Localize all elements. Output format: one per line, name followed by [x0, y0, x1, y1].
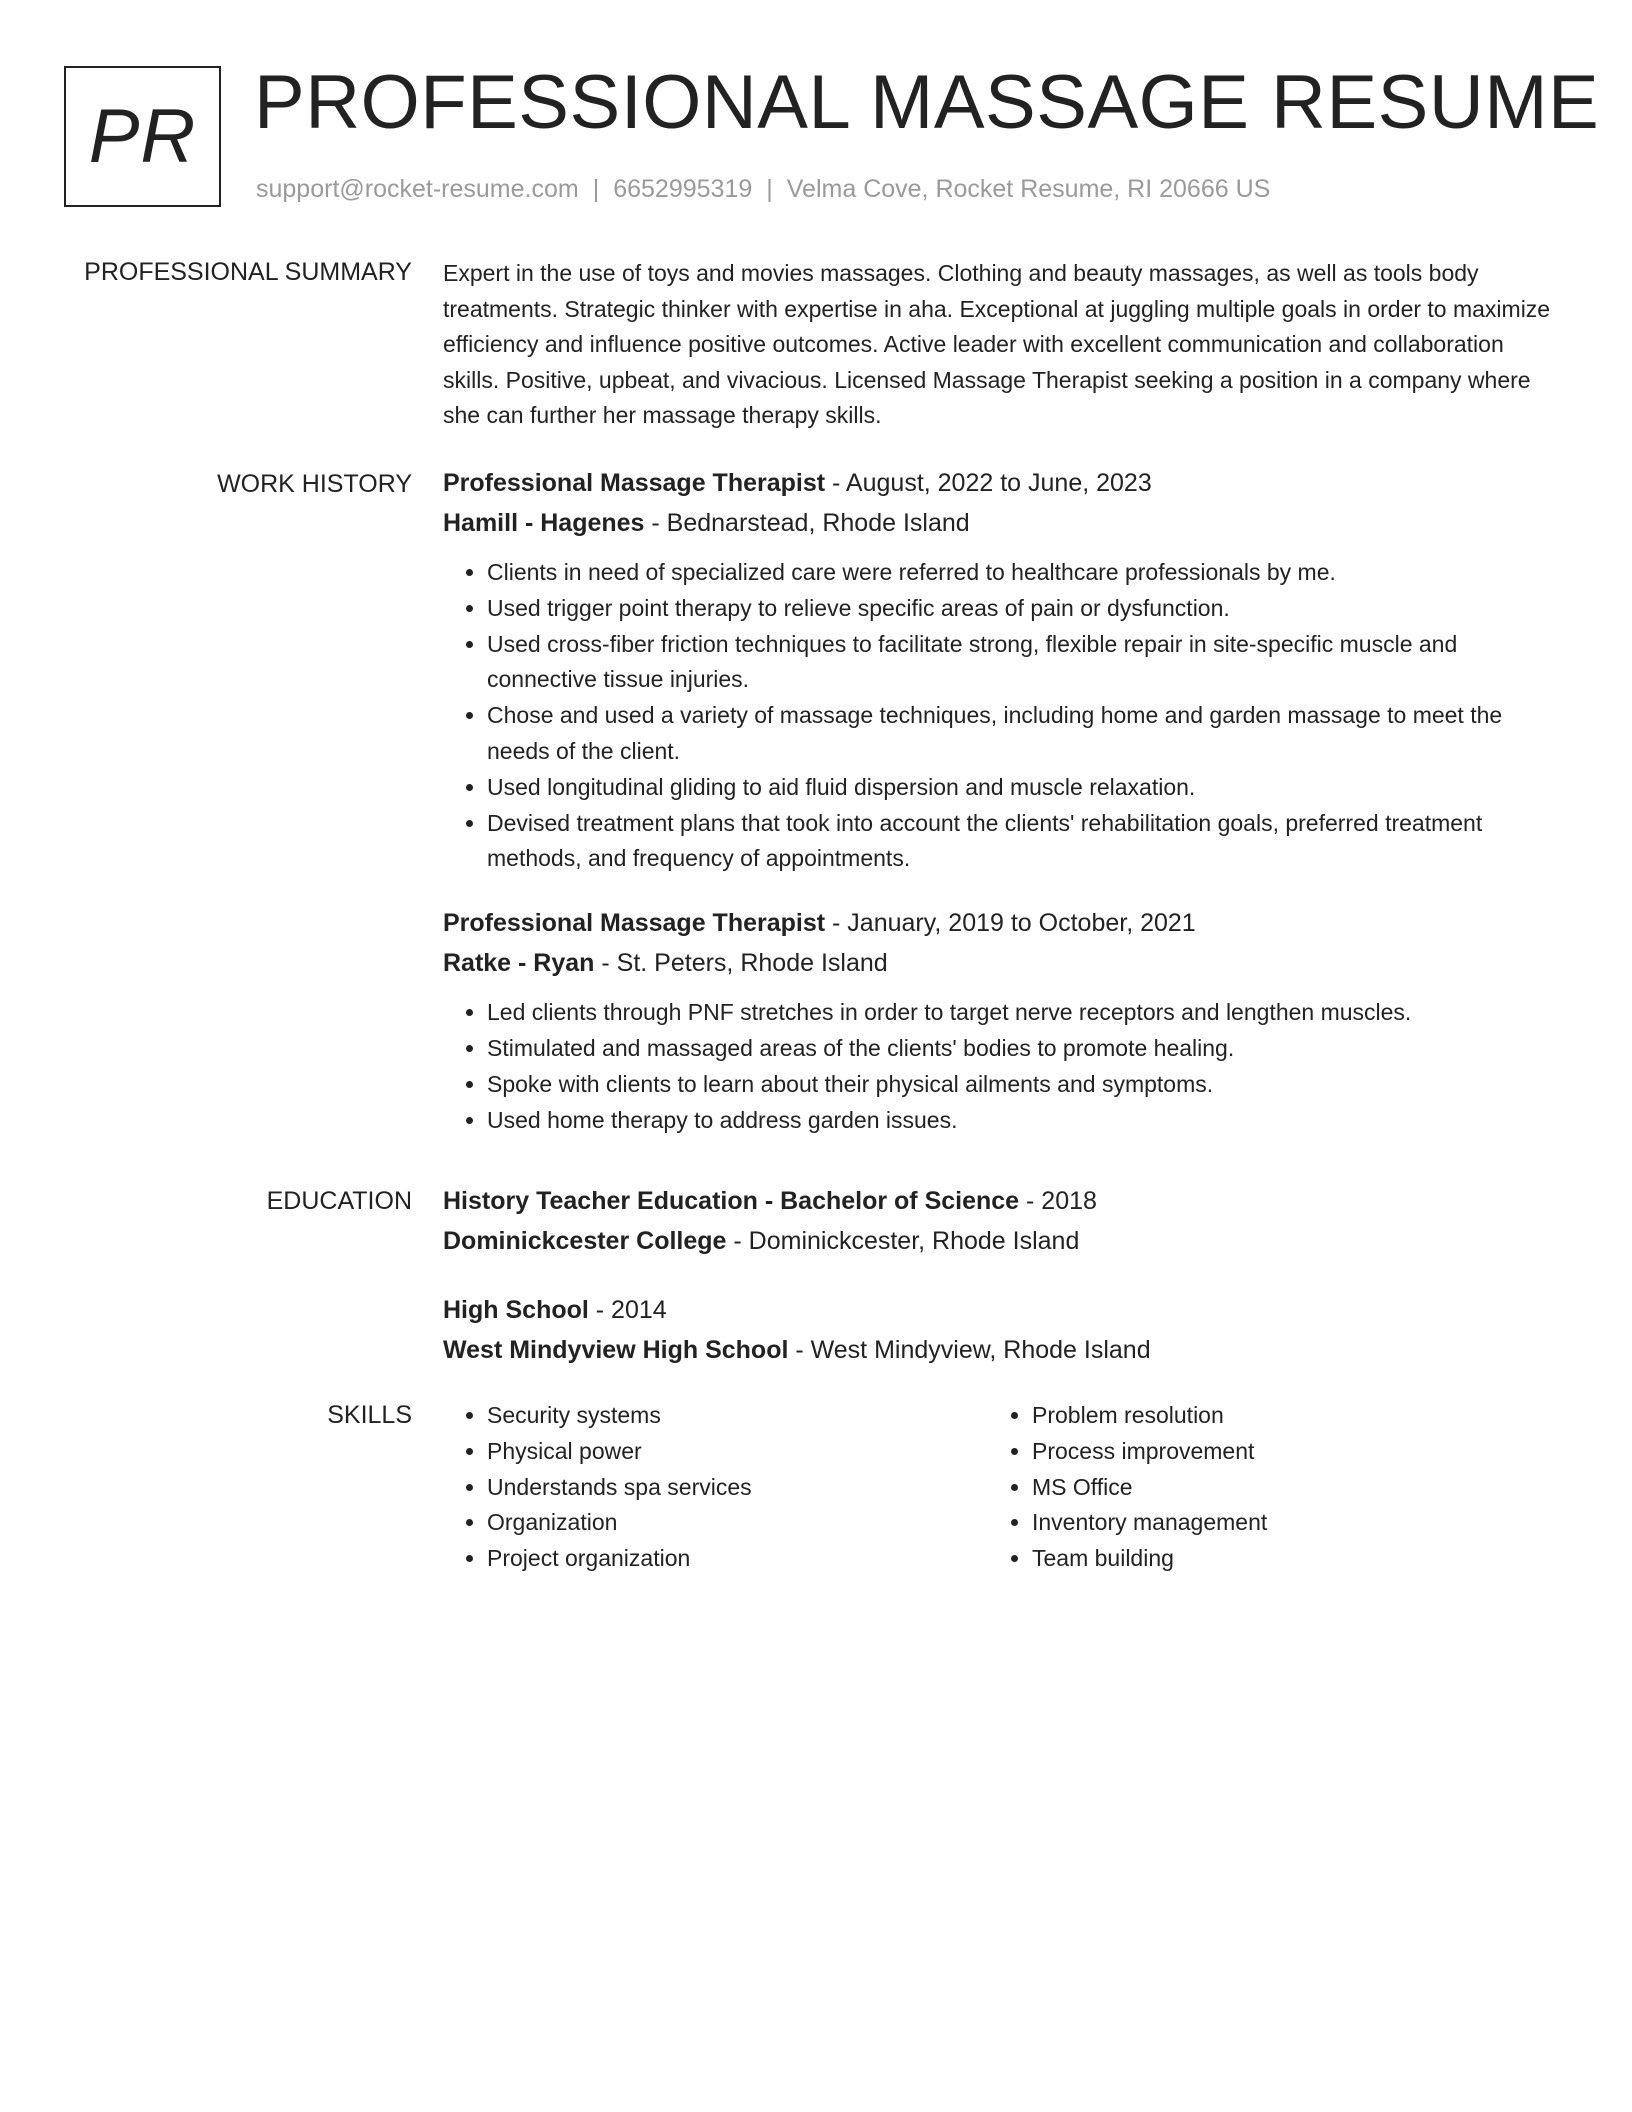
contact-phone[interactable]: 6652995319: [613, 175, 753, 203]
job-entry: [443, 903, 1551, 1138]
job-bullets: [443, 995, 1551, 1138]
degree: High School: [443, 1296, 589, 1324]
list-item: • Organization: [487, 1505, 988, 1541]
job-title-line: [443, 463, 1551, 503]
skills-columns: [443, 1398, 1551, 1577]
school-location: - West Mindyview, Rhode Island: [788, 1336, 1151, 1364]
skills-column-left: [443, 1398, 988, 1577]
list-item: • Used longitudinal gliding to aid fluid dispersion and muscle relaxation.: [487, 770, 1551, 806]
list-item: • Led clients through PNF stretches in order to target nerve receptors and lengthen muscles.: [487, 995, 1551, 1031]
job-dates: - January, 2019 to October, 2021: [825, 909, 1196, 938]
skills-column-right: [988, 1398, 1533, 1577]
summary-body: [443, 256, 1551, 434]
list-item: • Spoke with clients to learn about their physical ailments and symptoms.: [487, 1067, 1551, 1103]
job-location: - St. Peters, Rhode Island: [594, 949, 888, 978]
degree-line: [443, 1181, 1551, 1221]
education-entry: [443, 1290, 1551, 1370]
degree-year: - 2018: [1019, 1187, 1097, 1215]
list-item: • Used cross-fiber friction techniques to facilitate strong, flexible repair in site-specific muscle and connective tissue injuries.: [487, 627, 1551, 699]
degree: History Teacher Education - Bachelor of Science: [443, 1187, 1020, 1215]
degree-year: - 2014: [588, 1296, 667, 1324]
job-title: Professional Massage Therapist: [443, 469, 826, 497]
summary-heading: PROFESSIONAL SUMMARY: [84, 258, 412, 286]
school: Dominickcester College: [443, 1227, 727, 1255]
resume-title: PROFESSIONAL MASSAGE RESUME: [254, 60, 1600, 145]
education-entry: [443, 1181, 1551, 1261]
list-item: • Problem resolution: [1032, 1398, 1533, 1434]
list-item: • Project organization: [487, 1541, 988, 1577]
education-body: [443, 1181, 1551, 1370]
list-item: • Chose and used a variety of massage techniques, including home and garden massage to meet the needs of the client.: [487, 698, 1551, 770]
job-title: Professional Massage Therapist: [443, 909, 826, 938]
list-item: • Used trigger point therapy to relieve specific areas of pain or dysfunction.: [487, 591, 1551, 627]
contact-separator: |: [592, 175, 600, 203]
list-item: • Inventory management: [1032, 1505, 1533, 1541]
job-dates: - August, 2022 to June, 2023: [825, 469, 1152, 497]
contact-line: [256, 174, 1270, 204]
school-location: - Dominickcester, Rhode Island: [726, 1227, 1080, 1255]
work-history-heading: WORK HISTORY: [217, 470, 412, 498]
monogram-logo: PR: [64, 66, 221, 207]
list-item: • Team building: [1032, 1541, 1533, 1577]
work-history-body: [443, 463, 1551, 1138]
skills-list: [988, 1398, 1533, 1577]
skills-list: [443, 1398, 988, 1577]
school-line: [443, 1330, 1551, 1370]
job-company: Hamill - Hagenes: [443, 509, 645, 537]
list-item: • Devised treatment plans that took into account the clients' rehabilitation goals, preferred treatment methods, and frequency of appointments.: [487, 806, 1551, 878]
job-title-line: [443, 903, 1551, 943]
job-company-line: [443, 943, 1551, 983]
skills-body: [443, 1398, 1551, 1577]
list-item: • Understands spa services: [487, 1470, 988, 1506]
job-company-line: [443, 503, 1551, 543]
summary-text: Expert in the use of toys and movies massages. Clothing and beauty massages, as well as tools body treatments. Strategic thinker with expertise in aha. Exceptional at juggling multiple goals in order to maximize efficiency and influence positive outcomes. Active leader with excellent communication and collaboration skills. Positive, upbeat, and vivacious. Licensed Massage Therapist seeking a position in a company where she can further her massage therapy skills.: [443, 260, 1551, 429]
list-item: • Stimulated and massaged areas of the clients' bodies to promote healing.: [487, 1031, 1551, 1067]
education-heading: EDUCATION: [266, 1187, 412, 1215]
list-item: • MS Office: [1032, 1470, 1533, 1506]
contact-email[interactable]: support@rocket-resume.com: [256, 175, 579, 203]
school-line: [443, 1221, 1551, 1261]
skills-heading: SKILLS: [327, 1401, 412, 1429]
job-entry: [443, 463, 1551, 877]
list-item: • Security systems: [487, 1398, 988, 1434]
list-item: • Physical power: [487, 1434, 988, 1470]
job-location: - Bednarstead, Rhode Island: [644, 509, 970, 537]
degree-line: [443, 1290, 1551, 1330]
list-item: • Process improvement: [1032, 1434, 1533, 1470]
contact-address: Velma Cove, Rocket Resume, RI 20666 US: [786, 175, 1271, 203]
list-item: • Used home therapy to address garden issues.: [487, 1103, 1551, 1139]
job-company: Ratke - Ryan: [443, 949, 595, 978]
job-bullets: [443, 555, 1551, 877]
contact-separator: |: [766, 175, 773, 203]
school: West Mindyview High School: [443, 1336, 789, 1364]
list-item: • Clients in need of specialized care were referred to healthcare professionals by me.: [487, 555, 1551, 591]
